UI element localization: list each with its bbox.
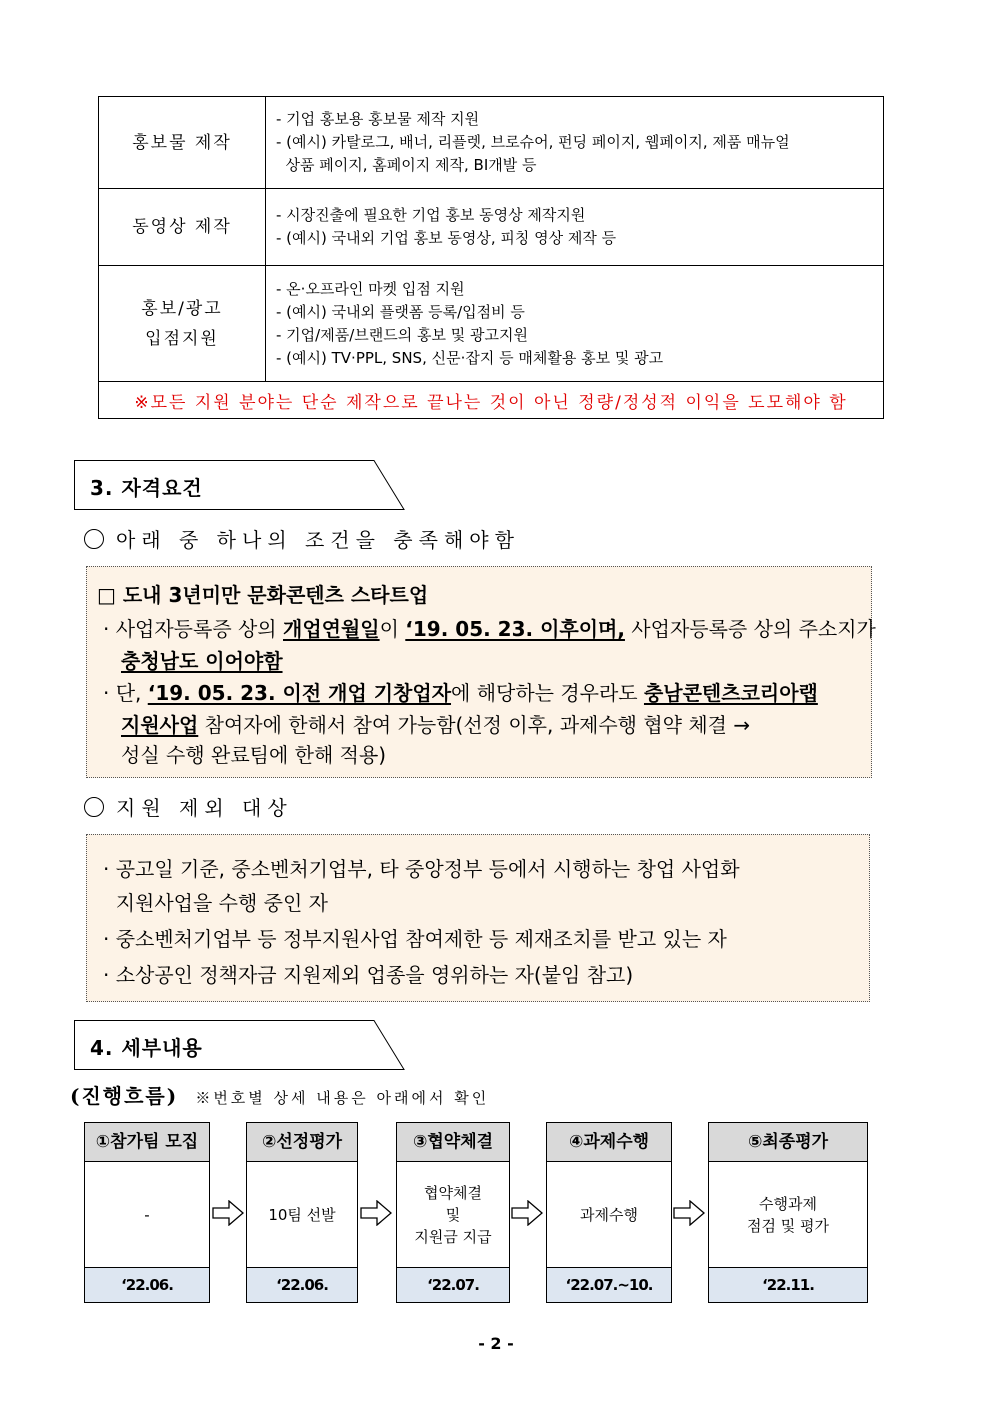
eligibility-title: □ 도내 3년미만 문화콘텐츠 스타트업 — [97, 583, 429, 607]
description-cell: - 시장진출에 필요한 기업 홍보 동영상 제작지원 - (예시) 국내외 기업 홍보 동영상, 피칭 영상 제작 등 — [266, 189, 884, 266]
flow-step — [246, 1122, 358, 1303]
section-3-title: 3. 자격요건 — [90, 476, 203, 500]
flow-step-date: ‘22.07. — [397, 1267, 509, 1302]
flow-step-head: ②선정평가 — [247, 1123, 357, 1162]
exclusion-line: · 소상공인 정책자금 지원제외 업종을 영위하는 자(붙임 참고) — [103, 963, 634, 987]
arrow-right-icon — [212, 1200, 244, 1226]
arrow-right-icon — [673, 1200, 705, 1226]
flow-step-head: ⑤최종평가 — [709, 1123, 867, 1162]
description-cell: - 온·오프라인 마켓 입점 지원 - (예시) 국내외 플랫폼 등록/입점비 등 - 기업/제품/브랜드의 홍보 및 광고지원 - (예시) TV·PPL, SNS, 신문·잡지 등 매체활용 홍보 및 광고 — [266, 266, 884, 382]
table-row — [99, 97, 884, 189]
flow-step-date: ‘22.07.~10. — [547, 1267, 671, 1302]
circle-bullet-icon — [84, 529, 104, 549]
flow-step — [708, 1122, 868, 1303]
section-4-header — [74, 1020, 404, 1070]
flow-step — [396, 1122, 510, 1303]
description-cell: - 기업 홍보용 홍보물 제작 지원 - (예시) 카탈로그, 배너, 리플렛, 브로슈어, 펀딩 페이지, 웹페이지, 제품 매뉴얼 상품 페이지, 홈페이지 제작, BI개발 등 — [266, 97, 884, 189]
exclusion-heading: 지원 제외 대상 — [84, 792, 293, 821]
eligibility-line: 충청남도 이어야함 — [121, 649, 283, 673]
flow-step-body: - — [144, 1205, 150, 1224]
flow-step-head: ④과제수행 — [547, 1123, 671, 1162]
eligibility-line: · 단, ‘19. 05. 23. 이전 개업 기창업자에 해당하는 경우라도 충남콘텐츠코리아랩 — [103, 681, 818, 705]
flow-step-date: ‘22.06. — [247, 1267, 357, 1302]
table-note: ※모든 지원 분야는 단순 제작으로 끝나는 것이 아닌 정량/정성적 이익을 도모해야 함 — [99, 382, 884, 419]
category-cell: 동영상 제작 — [99, 189, 266, 266]
exclusion-line: · 공고일 기준, 중소벤처기업부, 타 중앙정부 등에서 시행하는 창업 사업화 — [103, 857, 740, 881]
exclusion-line: 지원사업을 수행 중인 자 — [103, 891, 328, 915]
arrow-right-icon — [360, 1200, 392, 1226]
flow-heading: (진행흐름) ※번호별 상세 내용은 아래에서 확인 — [70, 1084, 490, 1108]
eligibility-line: 성실 수행 완료팀에 한해 적용) — [121, 743, 387, 767]
exclusion-line: · 중소벤처기업부 등 정부지원사업 참여제한 등 제재조치를 받고 있는 자 — [103, 927, 727, 951]
flow-step-body: 과제수행 — [580, 1205, 638, 1224]
table-row — [99, 266, 884, 382]
table-row — [99, 189, 884, 266]
flow-step-body: 수행과제 점검 및 평가 — [747, 1194, 829, 1235]
arrow-right-icon — [511, 1200, 543, 1226]
category-cell: 홍보/광고 입점지원 — [99, 266, 266, 382]
page-number: - 2 - — [478, 1334, 514, 1353]
section-4-title: 4. 세부내용 — [90, 1036, 203, 1060]
flow-step-head: ③협약체결 — [397, 1123, 509, 1162]
support-table — [98, 96, 884, 419]
flow-step-body: 10팀 선발 — [268, 1205, 336, 1224]
flow-step-body: 협약체결 및 지원금 지급 — [414, 1183, 492, 1246]
eligibility-box — [86, 566, 876, 778]
category-cell: 홍보물 제작 — [99, 97, 266, 189]
exclusion-box — [86, 834, 870, 1002]
flow-step — [546, 1122, 672, 1303]
circle-bullet-icon — [84, 797, 104, 817]
section-3-header — [74, 460, 404, 510]
eligibility-line: 지원사업 참여자에 한해서 참여 가능함(선정 이후, 과제수행 협약 체결 → — [121, 713, 751, 737]
eligibility-line: · 사업자등록증 상의 개업연월일이 ‘19. 05. 23. 이후이며, 사업자등록증 상의 주소지가 — [103, 617, 876, 641]
flow-step-date: ‘22.06. — [85, 1267, 209, 1302]
flow-step — [84, 1122, 210, 1303]
flow-step-date: ‘22.11. — [709, 1267, 867, 1302]
flow-step-head: ①참가팀 모집 — [85, 1123, 209, 1162]
condition-heading: 아래 중 하나의 조건을 충족해야함 — [84, 524, 520, 553]
table-note-row — [99, 382, 884, 419]
